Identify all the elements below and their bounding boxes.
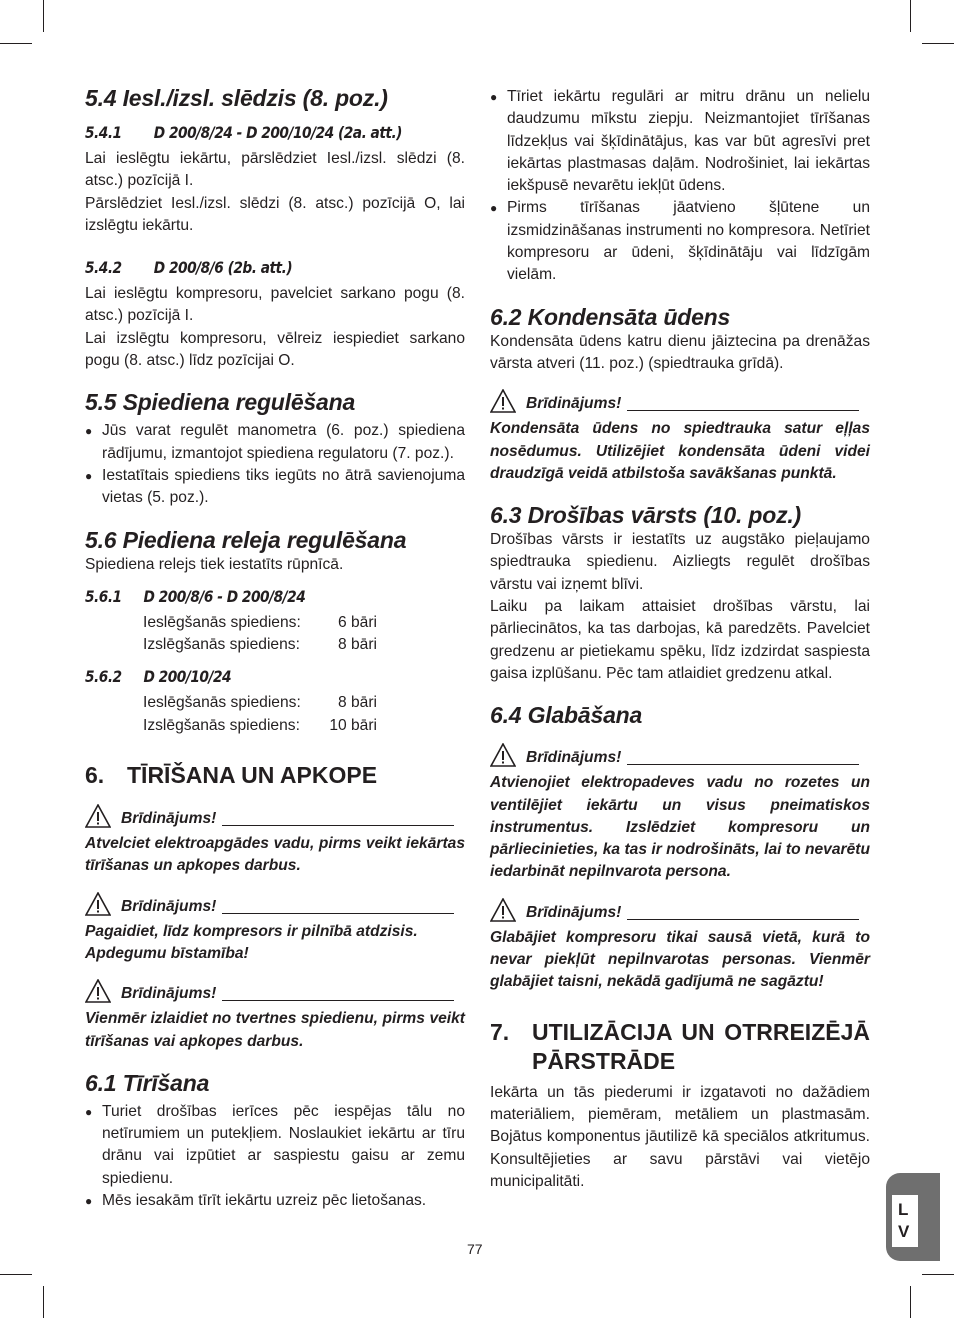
list-item: ● Turiet drošības ierīces pēc iespējas tālu no netīrumiem un putekļiem. Noslaukiet iekārtu ar tīru drānu vai izpūtiet ar saspiestu gaisu ar zemu spiedienu.: [85, 1102, 465, 1187]
list-item: ● Mēs iesakām tīrīt iekārtu uzreiz pēc lietošanas.: [85, 1192, 427, 1210]
warning-header: [490, 387, 870, 413]
list-item: ● Pirms tīrīšanas jāatvieno šļūtene un izsmidzināšanas instrumenti no kompresora. Netīriet kompresoru ar ūdeni, šķīdinātāju vai līdzīgām vielām.: [490, 199, 870, 284]
crop-mark: [922, 1274, 954, 1275]
section-6-2-title: 6.2 Kondensāta ūdens: [490, 303, 731, 330]
pressure-row: Ieslēgšanās spiediens: 8 bāri: [143, 694, 377, 712]
warning-text: Atvelciet elektroapgādes vadu, pirms veikt iekārtas tīrīšanas un apkopes darbus.: [85, 835, 465, 875]
warning-label: Brīdinājums!: [526, 903, 622, 921]
list-item: ● Jūs varat regulēt manometra (6. poz.) spiediena rādījumu, izmantojot spiediena regulatoru (7. poz.).: [85, 422, 465, 462]
warning-label: Brīdinājums!: [121, 897, 217, 915]
warning-label: Brīdinājums!: [121, 985, 217, 1003]
paragraph: Spiediena relejs tiek iestatīts rūpnīcā.: [85, 555, 344, 573]
list-item: ● Iestatītais spiediens tiks iegūts no ātrā savienojuma vietas (5. poz.).: [85, 466, 465, 507]
crop-mark: [922, 43, 954, 44]
left-column: [85, 84, 465, 1212]
paragraph: Kondensāta ūdens katru dienu jāiztecina pa drenāžas vārsta atveri (11. poz.) (spiedtrauka grīdā).: [490, 332, 870, 372]
warning-triangle-icon: [85, 804, 111, 828]
warning-header: [85, 890, 465, 916]
crop-mark: [43, 1286, 44, 1318]
section-5-4-2-title: 5.4.2 D 200/8/6 (2b. att.): [85, 258, 293, 278]
pressure-row: Ieslēgšanās spiediens: 6 bāri: [143, 613, 377, 631]
warning-label: Brīdinājums!: [526, 749, 622, 767]
page-number: 77: [467, 1241, 483, 1257]
section-5-6-title: 5.6 Piediena releja regulēšana: [85, 526, 407, 553]
language-tab: [886, 1173, 940, 1261]
crop-mark: [910, 0, 911, 32]
warning-text: Atvienojiet elektropadeves vadu no rozetes un ventilējiet iekārtu un visus pneimatiskos instrumentus. Izslēdziet kompresoru un pārliecinieties, ka tas ir nodrošināts, lai to nevarētu iedarbināt nepilnvarota persona.: [490, 774, 870, 881]
warning-header: [490, 896, 870, 922]
paragraph: Lai ieslēgtu kompresoru, pavelciet sarkano pogu (8. atsc.) pozīcijā I.: [85, 285, 465, 325]
pressure-row: Izslēgšanās spiediens: 10 bāri: [143, 716, 377, 734]
warning-text: Kondensāta ūdens no spiedtrauka satur eļļas nosēdumus. Utilizējiet kondensāta ūdeni videi draudzīgā veidā atbilstoša savākšanas punktā.: [490, 420, 870, 482]
section-5-4-title: 5.4 Iesl./izsl. slēdzis (8. poz.): [85, 85, 388, 111]
crop-mark: [910, 1286, 911, 1318]
warning-triangle-icon: [490, 743, 516, 767]
crop-mark: [0, 1274, 32, 1275]
bullet-list: [85, 1101, 465, 1212]
chapter-7-title: 7. UTILIZĀCIJA UN OTRREIZĒJĀ PĀRSTRĀDE: [490, 1018, 870, 1074]
section-5-6-1-title: 5.6.1 D 200/8/6 - D 200/8/24: [85, 586, 306, 606]
warning-triangle-icon: [490, 389, 516, 413]
warning-triangle-icon: [85, 892, 111, 916]
section-5-5-title: 5.5 Spiediena regulēšana: [85, 389, 356, 416]
warning-text: Pagaidiet, līdz kompresors ir pilnībā atdzisis. Apdegumu bīstamība!: [85, 922, 418, 962]
crop-mark: [0, 43, 32, 44]
bullet-list: [85, 420, 465, 509]
section-6-1-title: 6.1 Tīrīšana: [85, 1069, 210, 1096]
warning-text: Glabājiet kompresoru tikai sausā vietā, kurā to nevar piekļūt nepilnvarotas personas. Vienmēr glabājiet taisni, nekādā gadījumā ne sagāztu!: [490, 928, 870, 991]
paragraph: Lai izslēgtu kompresoru, vēlreiz iespiediet sarkano pogu (8. atsc.) līdz pozīcijai O.: [85, 329, 465, 370]
section-6-4-title: 6.4 Glabāšana: [490, 702, 643, 729]
chapter-6-title: 6. TĪRĪŠANA UN APKOPE: [85, 762, 378, 789]
paragraph: Pārslēdziet Iesl./izsl. slēdzi (8. atsc.) pozīcijā O, lai izslēgtu iekārtu.: [85, 194, 465, 234]
warning-label: Brīdinājums!: [526, 395, 622, 413]
paragraph: Lai ieslēgtu iekārtu, pārslēdziet Iesl./izsl. slēdzi (8. atsc.) pozīcijā I.: [85, 150, 465, 190]
right-column: [490, 86, 870, 1193]
bullet-list: [490, 86, 870, 287]
pressure-row: Izslēgšanās spiediens: 8 bāri: [143, 636, 377, 654]
crop-mark: [43, 0, 44, 32]
warning-text: Vienmēr izlaidiet no tvertnes spiedienu, pirms veikt tīrīšanas vai apkopes darbus.: [85, 1010, 465, 1050]
language-tab-letter: V: [898, 1222, 910, 1241]
section-5-6-2-title: 5.6.2 D 200/10/24: [85, 667, 232, 687]
paragraph: Laiku pa laikam attaisiet drošības vārstu, lai pārliecinātos, ka tas darbojas, kā paredzēts. Pavelciet gredzenu ar pietiekamu spēku, līdz izdzirdat saspiesta gaisa izplūšanu. Pēc tam atlaidiet gredzenu atkal.: [490, 598, 870, 682]
warning-label: Brīdinājums!: [121, 810, 217, 828]
warning-header: [490, 741, 870, 767]
paragraph: Iekārta un tās piederumi ir izgatavoti no dažādiem materiāliem, piemēram, metāliem un plastmasām. Bojātus komponentus jāutilizē kā speciālos atkritumus. Konsultējieties ar savu pārstāvi vai vietējo municipalitāti.: [490, 1083, 870, 1190]
list-item: ● Tīriet iekārtu regulāri ar mitru drānu un nelielu daudzumu mīkstu ziepju. Neizmantojiet tīrīšanas līdzekļus vai šķīdinātājus, kas var būt agresīvi pret iekārtas plastmasas daļām. Nodrošiniet, lai iekārtas iekšpusē nevarētu iekļūt ūdens.: [490, 88, 870, 195]
paragraph: Drošības vārsts ir iestatīts uz augstāko pieļaujamo spiedtrauka spiedienu. Aizliegts regulēt drošības vārstu vai izņemt blīvi.: [490, 531, 870, 593]
warning-triangle-icon: [85, 979, 111, 1003]
warning-triangle-icon: [490, 898, 516, 922]
section-5-4-1-title: 5.4.1 D 200/8/24 - D 200/10/24 (2a. att.): [85, 123, 402, 142]
warning-header: [85, 977, 465, 1003]
language-tab-letter: L: [898, 1200, 909, 1219]
section-6-3-title: 6.3 Drošības vārsts (10. poz.): [490, 502, 802, 529]
warning-header: [85, 802, 465, 828]
